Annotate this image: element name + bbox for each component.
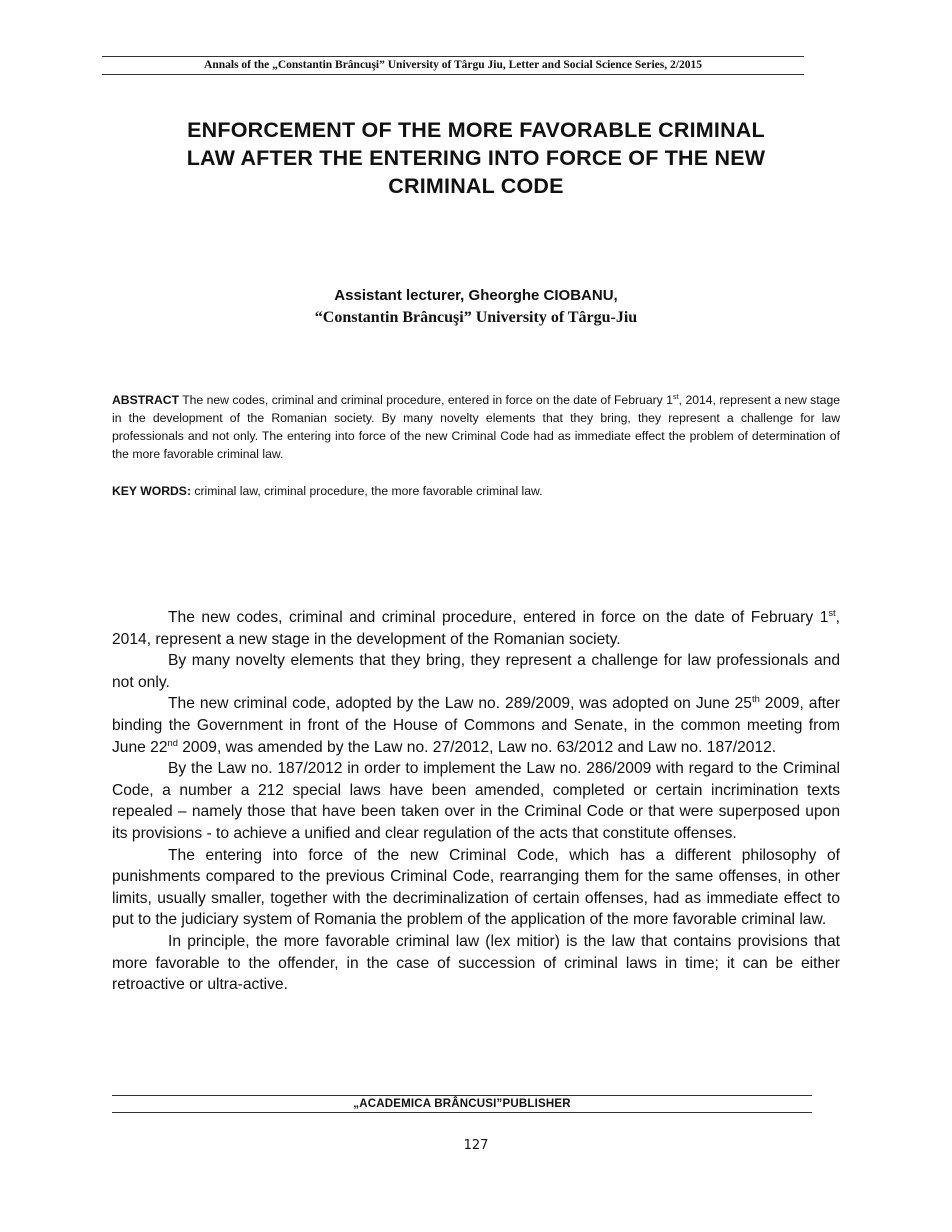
article-title bbox=[112, 116, 840, 200]
keywords bbox=[112, 482, 840, 500]
body-text bbox=[112, 607, 840, 996]
title-line-3: CRIMINAL CODE bbox=[388, 174, 564, 198]
abstract-sup: st bbox=[672, 391, 679, 401]
author-line: Assistant lecturer, Gheorghe CIOBANU, bbox=[334, 287, 618, 304]
running-header-text: Annals of the „Constantin Brâncuşi” University of Târgu Jiu, Letter and Social Science Series, 2/2015 bbox=[204, 59, 702, 71]
abstract-label: ABSTRACT bbox=[112, 393, 180, 407]
p1-text-b: , 2014, represent a new stage in the development of the Romanian society. bbox=[112, 609, 840, 648]
body-paragraph-6: In principle, the more favorable criminal law (lex mitior) is the law that contains provisions that more favorable to the offender, in the case of succession of criminal laws in time; it can be either retroactive or ultra-active. bbox=[112, 932, 840, 994]
title-line-1: ENFORCEMENT OF THE MORE FAVORABLE CRIMINAL bbox=[187, 118, 765, 142]
page-number: 127 bbox=[463, 1138, 489, 1153]
p3-text-a: The new criminal code, adopted by the Law no. 289/2009, was adopted on June 25 bbox=[168, 695, 752, 713]
p3-sup-2: nd bbox=[167, 737, 178, 748]
footer-rule-bottom bbox=[112, 1112, 812, 1113]
keywords-label: KEY WORDS: bbox=[112, 484, 191, 498]
body-paragraph-5: The entering into force of the new Criminal Code, which has a different philosophy of punishments compared to the previous Criminal Code, rearranging them for the same offenses, in other limits, usually smaller, together with the decriminalization of certain offenses, had as immediate effect to put to the judiciary system of Romania the problem of the application of the more favorable criminal law. bbox=[112, 846, 840, 929]
abstract-text-1: The new codes, criminal and criminal procedure, entered in force on the date of February 1 bbox=[179, 393, 673, 407]
p1-text-a: The new codes, criminal and criminal procedure, entered in force on the date of February 1 bbox=[168, 609, 829, 626]
running-header bbox=[102, 56, 804, 75]
body-paragraph-3 bbox=[112, 693, 840, 758]
keywords-text: criminal law, criminal procedure, the more favorable criminal law. bbox=[191, 484, 543, 498]
body-paragraph-4: By the Law no. 187/2012 in order to implement the Law no. 286/2009 with regard to the Criminal Code, a number a 212 special laws have been amended, completed or certain incrimination texts repealed – namely those that have been taken over in the Criminal Code or that were superposed upon its provisions - to achieve a unified and clear regulation of the acts that constitute offenses. bbox=[112, 760, 840, 842]
publisher-name: „ACADEMICA BRÂNCUSI”PUBLISHER bbox=[353, 1098, 571, 1110]
p1-sup: st bbox=[828, 607, 836, 618]
footer-rule-top bbox=[112, 1095, 812, 1096]
abstract bbox=[112, 391, 840, 463]
abstract-text-2: , 2014, represent a new stage in the development of the Romanian society. By many novelty elements that they bring, they represent a challenge for law professionals and not only. The entering into force of the new Criminal Code had as immediate effect the problem of determination of the more favorable criminal law. bbox=[112, 393, 840, 461]
author-affiliation: “Constantin Brâncuşi” University of Târgu-Jiu bbox=[314, 309, 638, 326]
title-line-2: LAW AFTER THE ENTERING INTO FORCE OF THE NEW bbox=[186, 146, 766, 170]
p3-text-b: 2009, after binding the Government in front of the House of Commons and Senate, in the common meeting from June 22 bbox=[112, 695, 841, 756]
body-paragraph-1 bbox=[112, 607, 840, 650]
p3-text-c: 2009, was amended by the Law no. 27/2012, Law no. 63/2012 and Law no. 187/2012. bbox=[177, 738, 777, 756]
body-paragraph-2: By many novelty elements that they bring, they represent a challenge for law professionals and not only. bbox=[112, 652, 840, 691]
p3-sup-1: th bbox=[751, 694, 760, 705]
